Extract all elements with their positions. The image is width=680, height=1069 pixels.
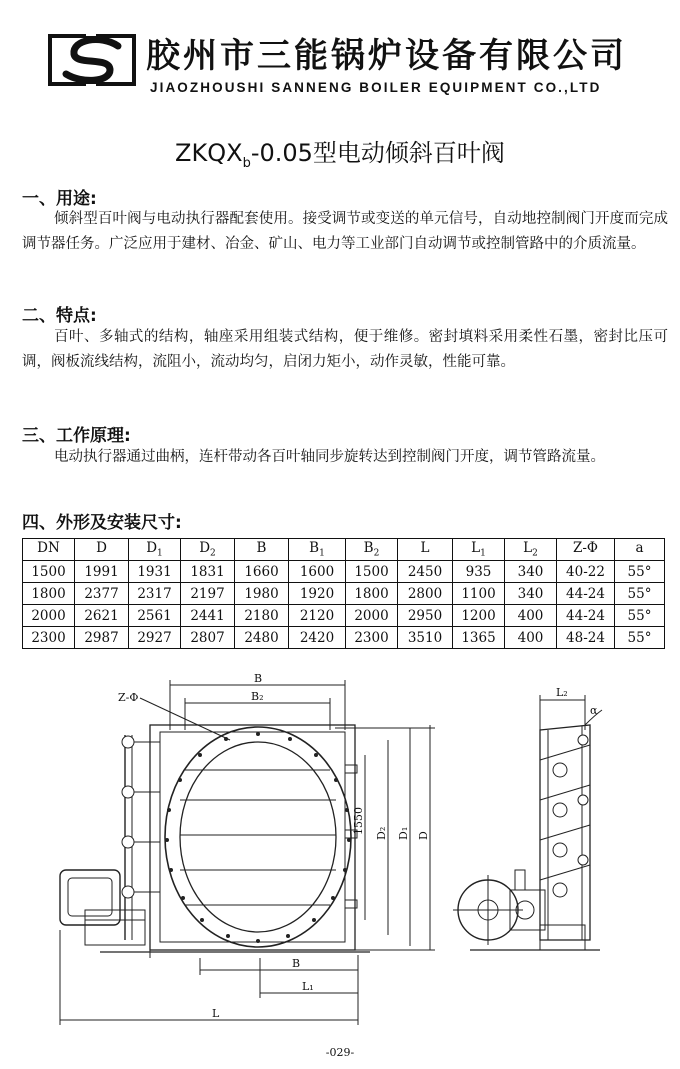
table-cell: 2000 xyxy=(23,605,75,627)
table-cell: 2621 xyxy=(75,605,129,627)
dim-D2: D₂ xyxy=(375,826,388,840)
table-cell: 1980 xyxy=(235,583,289,605)
table-cell: 2300 xyxy=(23,627,75,649)
table-cell: 2197 xyxy=(181,583,235,605)
table-cell: 2480 xyxy=(235,627,289,649)
table-cell: 400 xyxy=(505,627,557,649)
table-cell: 1500 xyxy=(23,561,75,583)
valve-drawing xyxy=(0,670,680,1040)
section-heading-dimensions: 四、外形及安装尺寸: xyxy=(22,513,182,533)
header-cell: $L_1$ xyxy=(453,539,505,561)
dim-B2: B₂ xyxy=(251,690,264,703)
dim-B-bottom: B xyxy=(292,957,301,970)
table-cell: 2420 xyxy=(289,627,346,649)
table-cell: 2987 xyxy=(75,627,129,649)
section-heading-usage: 一、用途: xyxy=(22,189,97,209)
dim-D1: D₁ xyxy=(397,826,410,840)
table-cell: 2300 xyxy=(346,627,398,649)
table-cell: 48-24 xyxy=(557,627,615,649)
dim-B: B xyxy=(254,672,263,685)
table-cell: 2807 xyxy=(181,627,235,649)
table-cell: 1100 xyxy=(453,583,505,605)
title-model-sub: b xyxy=(242,155,251,171)
dim-1550: 1550 xyxy=(352,807,365,835)
table-cell: 400 xyxy=(505,605,557,627)
header-cell: D xyxy=(75,539,129,561)
dim-alpha: α xyxy=(590,704,598,717)
table-cell: 1800 xyxy=(346,583,398,605)
table-cell: 55° xyxy=(615,561,665,583)
header-cell: $D_2$ xyxy=(181,539,235,561)
table-cell: 55° xyxy=(615,627,665,649)
table-cell: 1500 xyxy=(346,561,398,583)
table-row xyxy=(23,627,665,649)
table-cell: 2927 xyxy=(129,627,181,649)
table-cell: 3510 xyxy=(398,627,453,649)
table-cell: 1800 xyxy=(23,583,75,605)
dimension-table xyxy=(22,538,665,649)
table-cell: 44-24 xyxy=(557,583,615,605)
table-cell: 1200 xyxy=(453,605,505,627)
dim-L1: L₁ xyxy=(302,980,314,993)
table-cell: 1991 xyxy=(75,561,129,583)
table-cell: 2561 xyxy=(129,605,181,627)
table-cell: 1600 xyxy=(289,561,346,583)
table-cell: 1931 xyxy=(129,561,181,583)
section-text-features: 百叶、多轴式的结构，轴座采用组装式结构，便于维修。密封填料采用柔性石墨，密封比压可调，阀板流线结构，流阻小，流动均匀，启闭力矩小，动作灵敏，性能可靠。 xyxy=(22,329,668,370)
product-title xyxy=(0,133,680,171)
title-rest: -0.05型电动倾斜百叶阀 xyxy=(250,139,505,167)
dim-Zphi: Z-Φ xyxy=(118,691,139,704)
company-logo xyxy=(48,30,136,90)
table-header-row xyxy=(23,539,665,561)
table-cell: 1831 xyxy=(181,561,235,583)
header-cell: $B_1$ xyxy=(289,539,346,561)
side-view xyxy=(453,686,602,950)
company-name-cn: 胶州市三能锅炉设备有限公司 xyxy=(146,36,627,76)
section-text-principle: 电动执行器通过曲柄，连杆带动各百叶轴同步旋转达到控制阀门开度，调节管路流量。 xyxy=(54,449,605,465)
section-heading-features: 二、特点: xyxy=(22,306,97,326)
table-cell: 2441 xyxy=(181,605,235,627)
table-cell: 44-24 xyxy=(557,605,615,627)
table-row xyxy=(23,605,665,627)
table-cell: 2377 xyxy=(75,583,129,605)
section-heading-principle: 三、工作原理: xyxy=(22,426,131,446)
table-cell: 2000 xyxy=(346,605,398,627)
header-cell: DN xyxy=(23,539,75,561)
company-name-en: JIAOZHOUSHI SANNENG BOILER EQUIPMENT CO.,LTD xyxy=(150,80,602,95)
title-model: ZKQX xyxy=(175,139,243,167)
table-cell: 340 xyxy=(505,583,557,605)
table-cell: 40-22 xyxy=(557,561,615,583)
table-cell: 2950 xyxy=(398,605,453,627)
header-cell: L xyxy=(398,539,453,561)
bolt-holes xyxy=(165,732,351,943)
header-cell: a xyxy=(615,539,665,561)
table-cell: 2317 xyxy=(129,583,181,605)
header-cell: $B_2$ xyxy=(346,539,398,561)
table-cell: 935 xyxy=(453,561,505,583)
header-cell: B xyxy=(235,539,289,561)
table-row xyxy=(23,583,665,605)
table-row xyxy=(23,561,665,583)
dim-D: D xyxy=(417,831,430,840)
table-cell: 55° xyxy=(615,583,665,605)
table-cell: 1660 xyxy=(235,561,289,583)
header-cell: Z-Φ xyxy=(557,539,615,561)
section-text-usage: 倾斜型百叶阀与电动执行器配套使用。接受调节或变送的单元信号，自动地控制阀门开度而完成调节器任务。广泛应用于建材、冶金、矿山、电力等工业部门自动调节或控制管路中的介质流量。 xyxy=(22,211,668,252)
table-cell: 2450 xyxy=(398,561,453,583)
header-cell: $D_1$ xyxy=(129,539,181,561)
dim-L2: L₂ xyxy=(556,686,568,699)
table-cell: 55° xyxy=(615,605,665,627)
front-view xyxy=(60,672,435,1025)
page-number: -029- xyxy=(325,1046,355,1059)
dim-L: L xyxy=(212,1007,220,1020)
header-cell: $L_2$ xyxy=(505,539,557,561)
table-cell: 340 xyxy=(505,561,557,583)
table-cell: 1365 xyxy=(453,627,505,649)
table-cell: 2180 xyxy=(235,605,289,627)
table-cell: 2120 xyxy=(289,605,346,627)
table-cell: 1920 xyxy=(289,583,346,605)
table-cell: 2800 xyxy=(398,583,453,605)
